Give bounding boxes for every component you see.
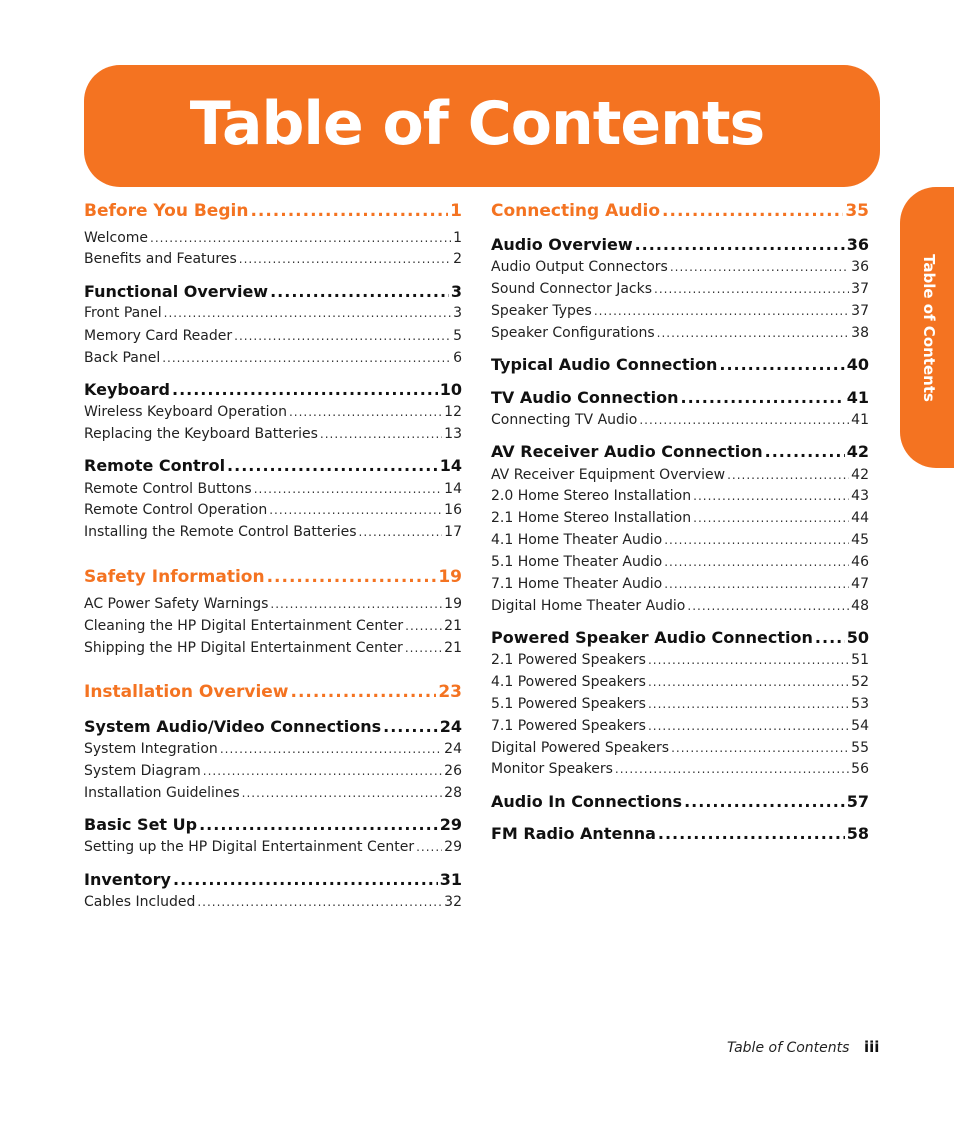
toc-entry[interactable] [84,840,462,854]
toc-entry[interactable] [84,786,462,800]
toc-entry-title: TV Audio Connection [491,388,679,407]
dot-leader [648,654,849,666]
toc-entry-page: 41 [846,388,869,407]
toc-entry-title: Safety Information [84,567,265,587]
dot-leader [227,458,438,474]
dot-leader [719,357,844,373]
toc-entry[interactable] [491,675,869,689]
toc-entry-page: 1 [450,201,462,221]
toc-entry-title: 2.0 Home Stereo Installation [491,488,692,504]
toc-entry-title: Remote Control Buttons [84,481,252,497]
toc-entry-title: 2.1 Powered Speakers [491,652,646,668]
toc-section[interactable] [84,817,462,833]
toc-entry-title: 2.1 Home Stereo Installation [491,510,692,526]
toc-section[interactable] [491,794,869,810]
footer-page-number: iii [864,1038,880,1056]
dot-leader [359,526,443,538]
toc-entry[interactable] [491,282,869,296]
toc-entry[interactable] [84,231,462,245]
page-title: Table of Contents [189,89,765,159]
toc-section[interactable] [84,872,462,888]
toc-entry-page: 19 [444,596,462,612]
toc-entry[interactable] [491,762,869,776]
toc-entry[interactable] [491,533,869,547]
toc-entry-title: Wireless Keyboard Operation [84,404,287,420]
toc-entry-title: Before You Begin [84,201,249,221]
toc-entry-title: 4.1 Powered Speakers [491,674,646,690]
dot-leader [648,720,849,732]
toc-entry[interactable] [84,482,462,496]
toc-chapter[interactable] [491,203,869,220]
dot-leader [172,382,438,398]
dot-leader [269,504,442,516]
toc-entry-title: 5.1 Powered Speakers [491,696,646,712]
toc-section[interactable] [491,237,869,253]
toc-entry-title: Functional Overview [84,282,269,301]
toc-entry-page: 31 [439,870,462,889]
dot-leader [664,556,849,568]
toc-entry[interactable] [491,413,869,427]
toc-entry-title: Benefits and Features [84,251,237,267]
toc-entry-page: 29 [439,815,462,834]
toc-entry-page: 55 [851,740,869,756]
toc-entry[interactable] [84,427,462,441]
toc-entry-page: 57 [846,792,869,811]
toc-entry-title: Audio In Connections [491,792,683,811]
toc-chapter[interactable] [84,203,462,220]
dot-leader [594,305,849,317]
toc-chapter[interactable] [84,684,462,701]
toc-entry-title: Typical Audio Connection [491,355,718,374]
toc-chapter[interactable] [84,569,462,586]
toc-entry[interactable] [491,741,869,755]
footer-label: Table of Contents [727,1040,850,1056]
dot-leader [639,414,849,426]
toc-entry-page: 23 [438,682,462,702]
toc-entry-page: 51 [851,652,869,668]
toc-entry-page: 12 [444,404,462,420]
dot-leader [383,719,438,735]
toc-entry[interactable] [84,597,462,611]
toc-entry-page: 53 [851,696,869,712]
toc-entry-title: Audio Overview [491,235,633,254]
dot-leader [203,765,442,777]
toc-entry[interactable] [84,306,462,320]
toc-entry[interactable] [84,329,462,343]
toc-entry-title: AV Receiver Audio Connection [491,442,763,461]
toc-entry-page: 1 [453,230,462,246]
toc-entry-page: 32 [444,894,462,910]
toc-entry-page: 26 [444,763,462,779]
toc-entry-title: Installing the Remote Control Batteries [84,524,357,540]
toc-entry-title: 5.1 Home Theater Audio [491,554,663,570]
toc-entry-title: Replacing the Keyboard Batteries [84,426,318,442]
toc-section[interactable] [84,284,462,300]
toc-entry-page: 44 [851,510,869,526]
dot-leader [815,630,845,646]
toc-entry[interactable] [491,577,869,591]
dot-leader [320,428,442,440]
dot-leader [765,444,845,460]
dot-leader [234,330,451,342]
toc-entry[interactable] [84,619,462,633]
toc-entry[interactable] [84,641,462,655]
toc-section[interactable] [491,357,869,373]
toc-entry-title: Inventory [84,870,171,889]
toc-entry-page: 2 [453,251,462,267]
toc-entry-page: 10 [439,380,462,399]
toc-entry-page: 16 [444,502,462,518]
toc-entry-title: Sound Connector Jacks [491,281,652,297]
dot-leader [173,872,438,888]
toc-entry-title: Installation Overview [84,682,289,702]
toc-entry-page: 46 [851,554,869,570]
toc-entry[interactable] [491,304,869,318]
toc-entry-title: Remote Control [84,456,226,475]
toc-section[interactable] [84,382,462,398]
toc-entry-page: 36 [846,235,869,254]
dot-leader [684,794,845,810]
dot-leader [662,203,843,220]
toc-entry-title: AC Power Safety Warnings [84,596,269,612]
dot-leader [693,512,849,524]
toc-entry[interactable] [491,653,869,667]
toc-section[interactable] [84,719,462,735]
dot-leader [681,390,845,406]
dot-leader [267,569,437,586]
toc-entry-title: Welcome [84,230,149,246]
toc-entry-title: 7.1 Home Theater Audio [491,576,663,592]
toc-entry-title: Monitor Speakers [491,761,613,777]
dot-leader [405,620,442,632]
toc-entry-page: 36 [851,259,869,275]
toc-entry-page: 37 [851,281,869,297]
toc-entry-title: System Audio/Video Connections [84,717,382,736]
dot-leader [416,841,442,853]
toc-entry-page: 56 [851,761,869,777]
toc-entry-page: 48 [851,598,869,614]
dot-leader [289,406,442,418]
toc-entry-page: 14 [444,481,462,497]
toc-entry-page: 52 [851,674,869,690]
toc-entry[interactable] [84,764,462,778]
dot-leader [727,469,849,481]
dot-leader [687,600,849,612]
toc-entry[interactable] [491,599,869,613]
toc-section[interactable] [491,444,869,460]
dot-leader [254,483,442,495]
dot-leader [270,598,442,610]
toc-entry-title: Back Panel [84,350,161,366]
toc-entry[interactable] [491,326,869,340]
dot-leader [648,676,849,688]
toc-entry[interactable] [84,351,462,365]
toc-entry-title: Cleaning the HP Digital Entertainment Center [84,618,404,634]
dot-leader [635,237,845,253]
toc-entry[interactable] [491,697,869,711]
toc-entry[interactable] [84,252,462,266]
dot-leader [405,642,442,654]
dot-leader [670,261,849,273]
dot-leader [242,787,443,799]
toc-entry-page: 43 [851,488,869,504]
toc-entry-page: 38 [851,325,869,341]
dot-leader [664,534,849,546]
toc-entry[interactable] [84,405,462,419]
dot-leader [150,232,451,244]
dot-leader [658,826,845,842]
dot-leader [664,578,849,590]
toc-entry-page: 42 [846,442,869,461]
toc-entry-page: 58 [846,824,869,843]
toc-entry-page: 41 [851,412,869,428]
dot-leader [199,817,438,833]
toc-entry-page: 45 [851,532,869,548]
toc-entry-title: Connecting TV Audio [491,412,638,428]
toc-entry-page: 17 [444,524,462,540]
toc-entry-page: 54 [851,718,869,734]
dot-leader [648,698,849,710]
toc-entry-title: Setting up the HP Digital Entertainment Center [84,839,415,855]
toc-entry[interactable] [491,489,869,503]
toc-entry-page: 50 [846,628,869,647]
dot-leader [657,327,850,339]
toc-entry-page: 37 [851,303,869,319]
dot-leader [220,743,442,755]
dot-leader [197,896,442,908]
toc-entry-page: 3 [450,282,462,301]
dot-leader [162,352,451,364]
toc-entry-title: 4.1 Home Theater Audio [491,532,663,548]
toc-entry[interactable] [491,719,869,733]
toc-entry-page: 24 [444,741,462,757]
dot-leader [291,684,437,701]
toc-entry-page: 42 [851,467,869,483]
toc-entry-title: Powered Speaker Audio Connection [491,628,813,647]
toc-section[interactable] [491,390,869,406]
toc-entry-title: Memory Card Reader [84,328,233,344]
toc-entry-title: AV Receiver Equipment Overview [491,467,726,483]
toc-entry-title: System Diagram [84,763,201,779]
dot-leader [250,203,448,220]
toc-entry-title: Connecting Audio [491,201,661,221]
toc-entry-page: 5 [453,328,462,344]
toc-entry-page: 19 [438,567,462,587]
toc-entry-title: Speaker Types [491,303,592,319]
dot-leader [239,253,451,265]
toc-entry-title: Digital Powered Speakers [491,740,670,756]
dot-leader [671,742,849,754]
toc-entry-title: Shipping the HP Digital Entertainment Center [84,640,403,656]
toc-entry-page: 29 [444,839,462,855]
toc-entry-title: Remote Control Operation [84,502,268,518]
toc-entry-page: 6 [453,350,462,366]
toc-entry[interactable] [84,895,462,909]
dot-leader [164,307,451,319]
toc-entry-title: 7.1 Powered Speakers [491,718,646,734]
toc-entry-title: Speaker Configurations [491,325,655,341]
toc-entry-page: 13 [444,426,462,442]
dot-leader [693,490,849,502]
toc-entry-title: Cables Included [84,894,196,910]
toc-entry-page: 21 [444,640,462,656]
toc-entry[interactable] [84,503,462,517]
toc-entry-title: Keyboard [84,380,170,399]
toc-entry-page: 47 [851,576,869,592]
toc-section[interactable] [491,826,869,842]
toc-entry-title: Installation Guidelines [84,785,240,801]
toc-entry-title: Basic Set Up [84,815,198,834]
toc-entry-title: Front Panel [84,305,162,321]
toc-entry[interactable] [491,468,869,482]
toc-entry[interactable] [491,555,869,569]
toc-section[interactable] [491,630,869,646]
toc-entry[interactable] [84,525,462,539]
toc-entry[interactable] [491,260,869,274]
toc-entry-page: 3 [453,305,462,321]
toc-section[interactable] [84,458,462,474]
toc-entry-page: 35 [845,201,869,221]
toc-entry-page: 14 [439,456,462,475]
toc-entry-title: FM Radio Antenna [491,824,656,843]
toc-entry-title: System Integration [84,741,218,757]
dot-leader [615,763,849,775]
toc-entry[interactable] [491,511,869,525]
toc-entry-title: Audio Output Connectors [491,259,668,275]
side-tab-label: Table of Contents [920,254,938,402]
dot-leader [270,284,449,300]
toc-entry-title: Digital Home Theater Audio [491,598,686,614]
toc-entry-page: 24 [439,717,462,736]
toc-entry-page: 21 [444,618,462,634]
toc-entry-page: 40 [846,355,869,374]
toc-entry-page: 28 [444,785,462,801]
toc-entry[interactable] [84,742,462,756]
dot-leader [654,283,849,295]
